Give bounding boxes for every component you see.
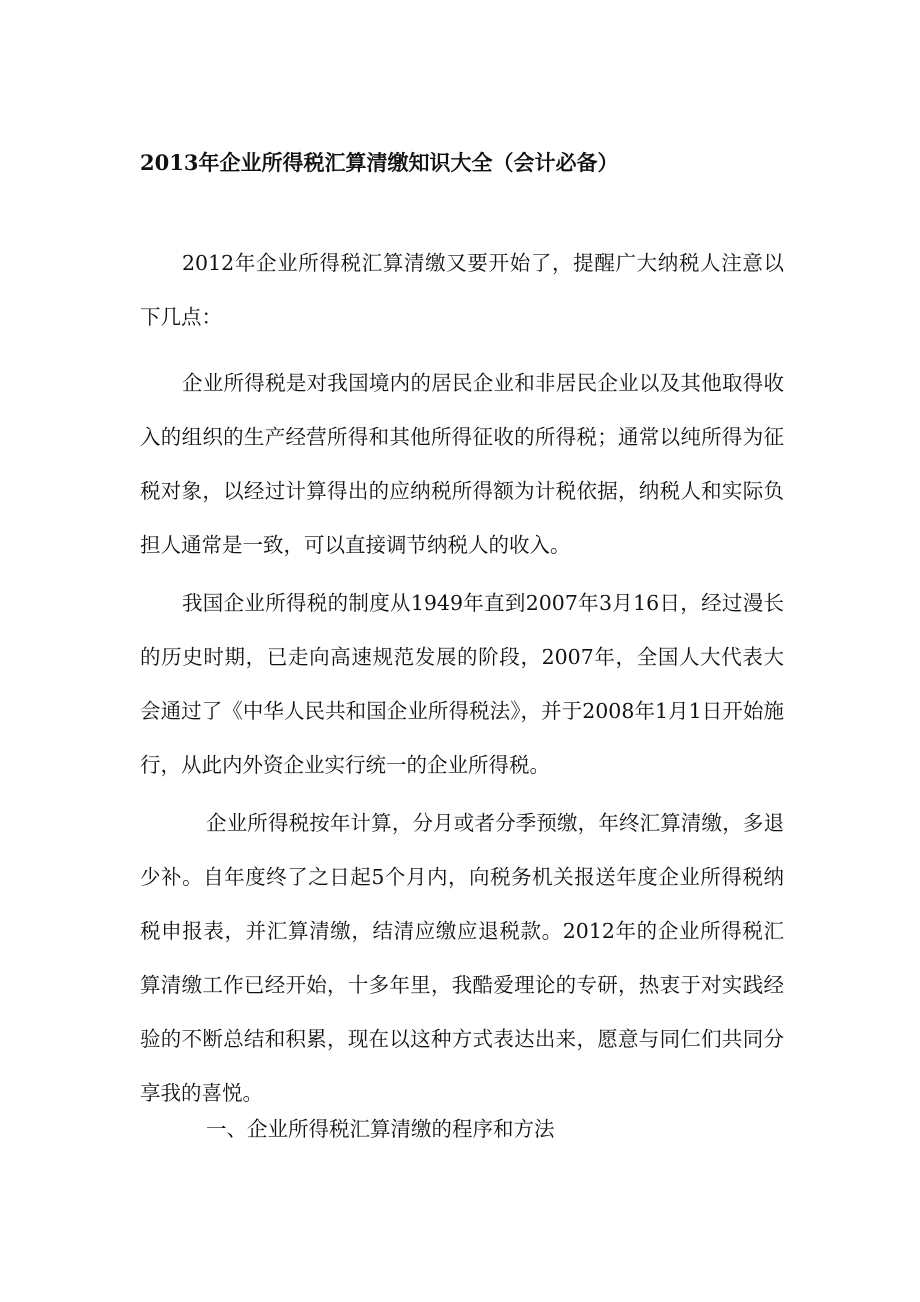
paragraph-definition: 企业所得税是对我国境内的居民企业和非居民企业以及其他取得收入的组织的生产经营所得和其他所得征收的所得税；通常以纯所得为征税对象，以经过计算得出的应纳税所得额为计税依据，纳税人和实际负担人通常是一致，可以直接调节纳税人的收入。 xyxy=(140,371,784,557)
section-heading: 一、企业所得税汇算清缴的程序和方法 xyxy=(206,1117,555,1141)
document-title: 2013年企业所得税汇算清缴知识大全（会计必备） xyxy=(140,150,619,175)
paragraph-intro: 2012年企业所得税汇算清缴又要开始了，提醒广大纳税人注意以下几点： xyxy=(140,251,784,329)
paragraph-settlement: 企业所得税按年计算，分月或者分季预缴，年终汇算清缴，多退少补。自年度终了之日起5个月内，向税务机关报送年度企业所得税纳税申报表，并汇算清缴，结清应缴应退税款。2012年的企业所得税汇算清缴工作已经开始，十多年里，我酷爱理论的专研，热衷于对实践经验的不断总结和积累，现在以这种方式表达出来，愿意与同仁们共同分享我的喜悦。 xyxy=(140,811,784,1105)
paragraph-history: 我国企业所得税的制度从1949年直到2007年3月16日，经过漫长的历史时期，已走向高速规范发展的阶段，2007年，全国人大代表大会通过了《中华人民共和国企业所得税法》，并于2008年1月1日开始施行，从此内外资企业实行统一的企业所得税。 xyxy=(140,591,784,777)
